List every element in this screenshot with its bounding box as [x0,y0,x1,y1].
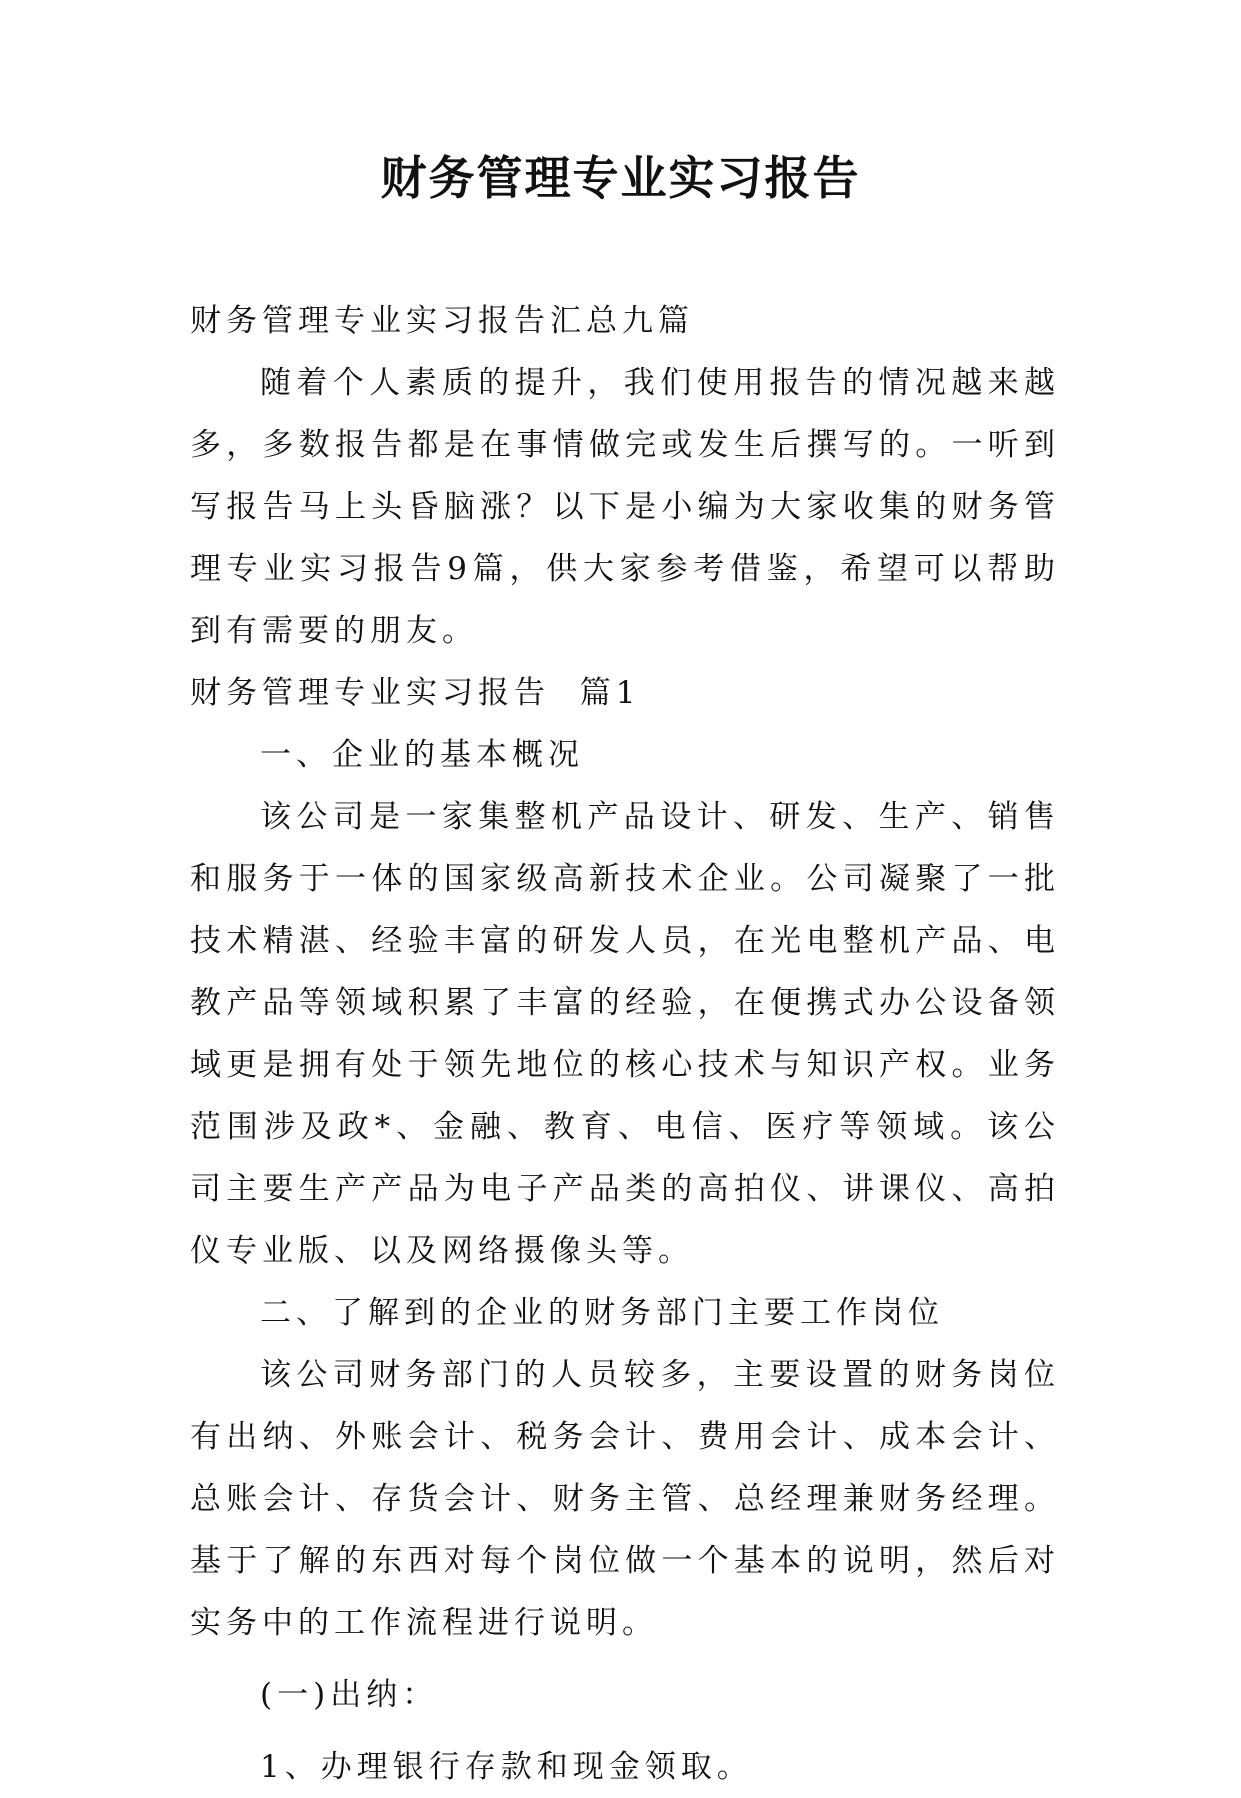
document-title: 财务管理专业实习报告 [380,151,861,205]
section-heading: 财务管理专业实习报告 篇1 [190,675,641,711]
intro-paragraph: 随着个人素质的提升，我们使用报告的情况越来越多，多数报告都是在事情做完或发生后撰写的。一听到写报告马上头昏脑涨？以下是小编为大家收集的财务管理专业实习报告9篇，供大家参考借鉴，希望可以帮助到有需要的朋友。 [190,365,1060,649]
heading-company-overview: 一、企业的基本概况 [260,737,584,773]
heading-finance-positions: 二、了解到的企业的财务部门主要工作岗位 [260,1295,944,1331]
document-subtitle: 财务管理专业实习报告汇总九篇 [190,303,694,339]
paragraph-company-overview: 该公司是一家集整机产品设计、研发、生产、销售和服务于一体的国家级高新技术企业。公司凝聚了一批技术精湛、经验丰富的研发人员，在光电整机产品、电教产品等领域积累了丰富的经验，在便携式办公设备领域更是拥有处于领先地位的核心技术与知识产权。业务范围涉及政*、金融、教育、电信、医疗等领域。该公司主要生产产品为电子产品类的高拍仪、讲课仪、高拍仪专业版、以及网络摄像头等。 [190,799,1060,1269]
document-body [190,290,1060,1798]
list-item-cashier-1: 1、办理银行存款和现金领取。 [260,1749,753,1785]
heading-cashier: (一)出纳： [260,1677,439,1713]
paragraph-finance-positions: 该公司财务部门的人员较多，主要设置的财务岗位有出纳、外账会计、税务会计、费用会计、成本会计、总账会计、存货会计、财务主管、总经理兼财务经理。基于了解的东西对每个岗位做一个基本的说明，然后对实务中的工作流程进行说明。 [190,1357,1060,1641]
